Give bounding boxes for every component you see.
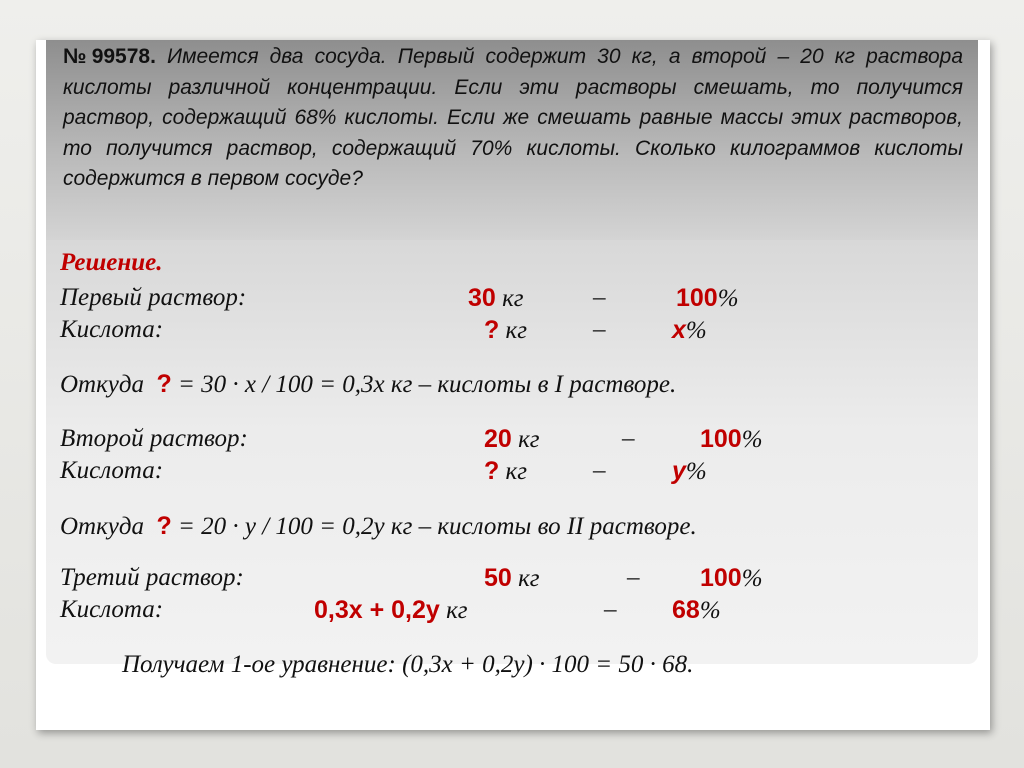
third-acid-mass: [314, 595, 468, 626]
second-acid-mass-value: ?: [484, 457, 500, 485]
second-solution-dash: –: [622, 425, 635, 452]
first-solution-label: Первый раствор:: [60, 284, 247, 311]
where-expression: = 30 · x / 100 = 0,3x кг – кислоты в I растворе.: [171, 371, 677, 398]
first-solution-mass-value: 30: [468, 284, 496, 312]
first-acid-dash: –: [593, 316, 606, 343]
third-acid-mass-value: 0,3x + 0,2y: [314, 596, 440, 624]
second-acid-percent: [672, 456, 707, 487]
second-solution-unit: кг: [518, 426, 540, 453]
second-acid-percent-value: y: [672, 457, 686, 485]
third-solution-dash: –: [627, 564, 640, 591]
where-expression: = 20 · y / 100 = 0,2y кг – кислоты во II растворе.: [171, 513, 697, 540]
first-solution-mass: [468, 283, 524, 314]
first-acid-percent: [672, 315, 707, 346]
third-solution-mass-value: 50: [484, 564, 512, 592]
third-solution-percent: [700, 563, 763, 594]
first-acid-mass: [484, 315, 527, 346]
third-acid-label: Кислота:: [60, 596, 164, 623]
second-acid-label: Кислота:: [60, 457, 164, 484]
first-solution-unit: кг: [502, 285, 524, 312]
first-acid-unit: кг: [505, 317, 527, 344]
second-where-line: [60, 511, 697, 542]
third-solution-unit: кг: [518, 565, 540, 592]
problem-text: Имеется два сосуда. Первый содержит 30 кг, а второй – 20 кг раствора кислоты различной концентрации. Если эти растворы смешать, то получится раствор, содержащий 68% кислоты. Если же смешать равные массы этих растворов, то получится раствор, содержащий 70% кислоты. Сколько килограммов кислоты содержится в первом сосуде?: [63, 45, 964, 190]
third-acid-dash: –: [604, 596, 617, 623]
second-solution-percent-value: 100: [700, 425, 742, 453]
where-unknown: ?: [156, 370, 172, 398]
second-solution-percent: [700, 424, 763, 455]
second-acid-mass: [484, 456, 527, 487]
equation-line: Получаем 1-ое уравнение: (0,3x + 0,2y) · 100 = 50 · 68.: [122, 651, 694, 678]
percent-sign: %: [741, 426, 763, 453]
problem-statement: [63, 42, 963, 195]
problem-number: №99578.: [63, 45, 156, 68]
solution-heading: Решение.: [60, 249, 163, 276]
second-solution-label: Второй раствор:: [60, 425, 248, 452]
percent-sign: %: [685, 317, 707, 344]
first-where-line: [60, 369, 676, 400]
second-solution-mass: [484, 424, 540, 455]
first-solution-percent-value: 100: [676, 284, 718, 312]
where-prefix: Откуда: [60, 513, 144, 540]
second-solution-mass-value: 20: [484, 425, 512, 453]
first-solution-dash: –: [593, 284, 606, 311]
percent-sign: %: [699, 597, 721, 624]
first-acid-label: Кислота:: [60, 316, 164, 343]
third-solution-label: Третий раствор:: [60, 564, 244, 591]
third-solution-percent-value: 100: [700, 564, 742, 592]
third-acid-percent-value: 68: [672, 596, 700, 624]
first-acid-mass-value: ?: [484, 316, 500, 344]
third-acid-unit: кг: [446, 597, 468, 624]
third-solution-mass: [484, 563, 540, 594]
where-unknown: ?: [156, 512, 172, 540]
second-acid-unit: кг: [505, 458, 527, 485]
first-acid-percent-value: x: [672, 316, 686, 344]
first-solution-percent: [676, 283, 739, 314]
percent-sign: %: [685, 458, 707, 485]
third-acid-percent: [672, 595, 721, 626]
second-acid-dash: –: [593, 457, 606, 484]
where-prefix: Откуда: [60, 371, 144, 398]
percent-sign: %: [717, 285, 739, 312]
percent-sign: %: [741, 565, 763, 592]
